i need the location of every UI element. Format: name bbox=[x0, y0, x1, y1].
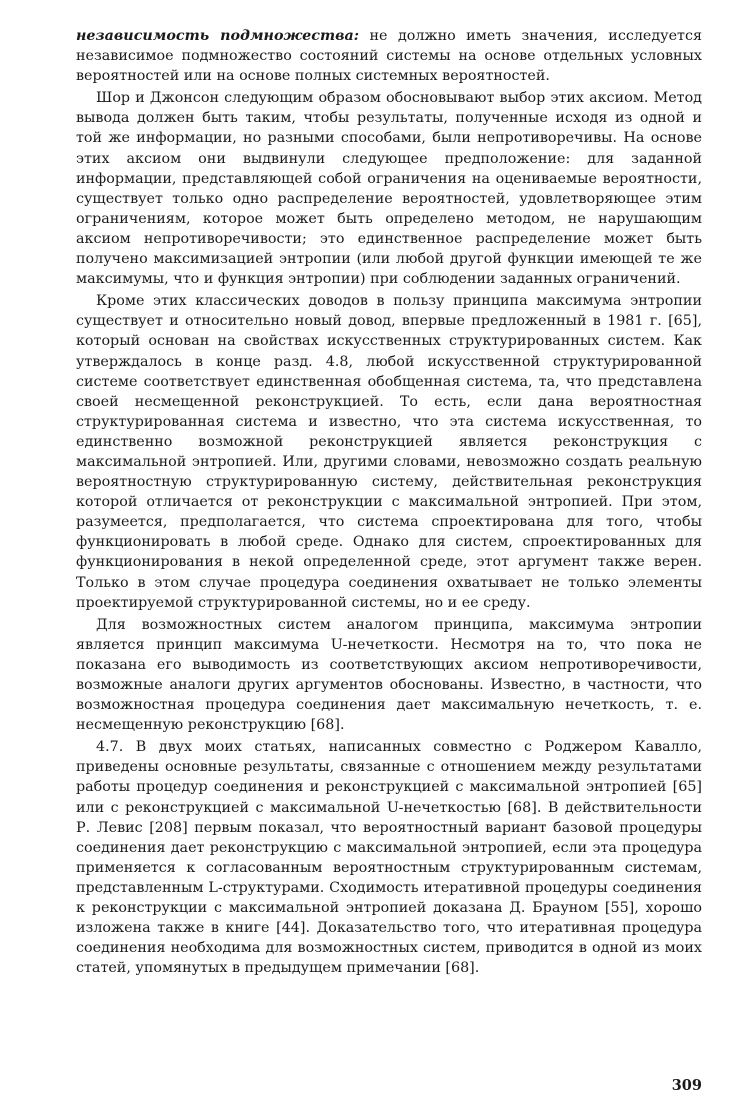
italic-term: независимость подмножества: bbox=[76, 28, 360, 44]
paragraph-axioms: Шор и Джонсон следующим образом обосновывают выбор этих аксиом. Метод вывода должен быть таким, чтобы результаты, полученные исходя из одной и той же информации, но разными способами, были непротиворечивы. На основе этих аксиом они выдвинули следующее предположение: для заданной информации, представляющей собой ограничения на оцениваемые вероятности, существует только одно распределение вероятностей, удовлетворяющее этим ограничениям, которое может быть определено методом, не нарушающим аксиом непротиворечивости; это единственное распределение может быть получено максимизацией энтропии (или любой другой функции имеющей те же максимумы, что и функция энтропии) при соблюдении заданных ограничений. bbox=[76, 90, 702, 288]
note-number: 4.7. bbox=[96, 739, 124, 756]
document-page bbox=[76, 26, 702, 1096]
paragraph-possibilistic: Для возможностных систем аналогом принципа, максимума энтропии является принцип максимума U-нечеткости. Несмотря на то, что пока не показана его выводимость из соответствующих аксиом непротиворечивости, возможные аналоги других аргументов обоснованы. Известно, в частности, что возможностная процедура соединения дает максимальную нечеткость, т. е. несмещенную реконструкцию [68]. bbox=[76, 616, 702, 734]
page-number: 309 bbox=[671, 1076, 702, 1094]
intro-paragraph bbox=[76, 26, 702, 86]
paragraph-new-argument: Кроме этих классических доводов в пользу принципа максимума энтропии существует и относительно новый довод, впервые предложенный в 1981 г. [65], который основан на свойствах искусственных структурированных систем. Как утверждалось в конце разд. 4.8, любой искусственной структурированной системе соответствует единственная обобщенная система, та, что представлена своей несмещенной реконструкцией. То есть, если дана вероятностная структурированная система и известно, что эта система искусственная, то единственно возможной реконструкцией является реконструкция с максимальной энтропией. Или, другими словами, невозможно создать реальную вероятностную структурированную систему, действительная реконструкция которой отличается от реконструкции с максимальной энтропией. При этом, разумеется, предполагается, что система спроектирована для того, чтобы функционировать в любой среде. Однако для систем, спроектированных для функционирования в некой определенной среде, этот аргумент также верен. Только в этом случае процедура соединения охватывает не только элементы проектируемой структурированной системы, но и ее среду. bbox=[76, 293, 702, 611]
intro-text: не должно иметь значения, исследуется независимое подмножество состояний системы на основе отдельных условных вероятностей или на основе полных системных вероятностей. bbox=[76, 28, 702, 85]
note-text: В двух моих статьях, написанных совместно с Роджером Кавалло, приведены основные результаты, связанные с отношением между результатами работы процедур соединения и реконструкцией с максимальной энтропией [65] или с реконструкцией с максимальной U-нечеткостью [68]. В действительности Р. Левис [208] первым показал, что вероятностный вариант базовой процедуры соединения дает реконструкцию с максимальной энтропией, если эта процедура применяется к согласованным вероятностным структурированным системам, представленным L-структурами. Сходимость итеративной процедуры соединения к реконструкции с максимальной энтропией доказана Д. Брауном [55], хорошо изложена также в книге [44]. Доказательство того, что итеративная процедура соединения необходима для возможностных систем, приводится в одной из моих статей, упомянутых в предыдущем примечании [68]. bbox=[76, 739, 702, 977]
note-paragraph bbox=[76, 737, 702, 978]
